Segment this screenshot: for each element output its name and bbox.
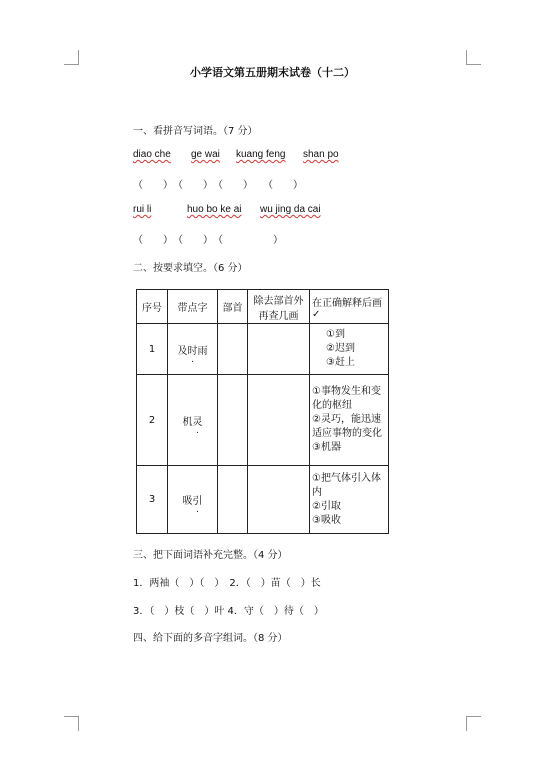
section2-heading: 二、按要求填空。（6 分） [133,263,248,274]
header-correct-meaning: 在正确解释后画✓ [310,290,389,324]
dotted-char: 引 [192,496,203,507]
corner-mark-top-right [466,50,481,65]
corner-mark-bottom-right [466,716,481,731]
table-row [137,375,389,466]
meaning-options: ①到 ②迟到 ③赶上 [310,324,389,375]
radical-answer-cell[interactable] [218,466,248,534]
section1-heading: 一、看拼音写词语。（7 分） [133,126,258,137]
header-dotted-char: 带点字 [168,290,218,324]
section3-heading: 三、把下面词语补充完整。（4 分） [133,550,288,561]
header-stroke-count: 除去部首外再查几画 [248,290,310,324]
pinyin-diao-che: diao che [133,149,171,160]
corner-mark-bottom-left [64,716,79,731]
stroke-answer-cell[interactable] [248,466,310,534]
pinyin-shan-po: shan po [303,149,339,160]
page-title: 小学语文第五册期末试卷（十二） [190,66,355,79]
pinyin-rui-li: rui li [133,204,152,215]
meaning-options: ①事物发生和变化的枢纽 ②灵巧，能迅速适应事物的变化 ③机器 [310,375,389,466]
radical-answer-cell[interactable] [218,324,248,375]
dotted-char: 时 [187,345,198,357]
pinyin-kuang-feng: kuang feng [236,149,286,160]
row-word: 吸引 [168,466,218,534]
table-header-row [137,290,389,324]
pinyin-ge-wai: ge wai [191,149,220,160]
answer-brackets-row2: （ ） （ ） （ ） [133,235,283,246]
fill-in-table [136,289,389,534]
corner-mark-top-left [64,50,79,65]
stroke-answer-cell[interactable] [248,375,310,466]
radical-answer-cell[interactable] [218,375,248,466]
section4-heading: 四、给下面的多音字组词。（8 分） [133,633,288,644]
idiom-line-2: 3．（ ）枝（ ）叶 4．守（ ）待（ ） [133,606,324,617]
row-number: 2 [137,375,168,466]
header-radical: 部首 [218,290,248,324]
row-number: 1 [137,324,168,375]
stroke-answer-cell[interactable] [248,324,310,375]
pinyin-huo-bo-ke-ai: huo bo ke ai [187,204,242,215]
table-row [137,466,389,534]
dotted-char: 灵 [192,416,203,428]
row-word: 机灵 [168,375,218,466]
pinyin-wu-jing-da-cai: wu jing da cai [260,204,321,215]
row-word: 及时雨 [168,324,218,375]
header-number: 序号 [137,290,168,324]
idiom-line-1: 1．两袖（ ）（ ） 2．（ ）苗（ ）长 [133,578,321,589]
meaning-options: ①把气体引入体内 ②引取 ③吸收 [310,466,389,534]
table-row [137,324,389,375]
row-number: 3 [137,466,168,534]
answer-brackets-row1: （ ） （ ） （ ） （ ） [133,180,303,191]
